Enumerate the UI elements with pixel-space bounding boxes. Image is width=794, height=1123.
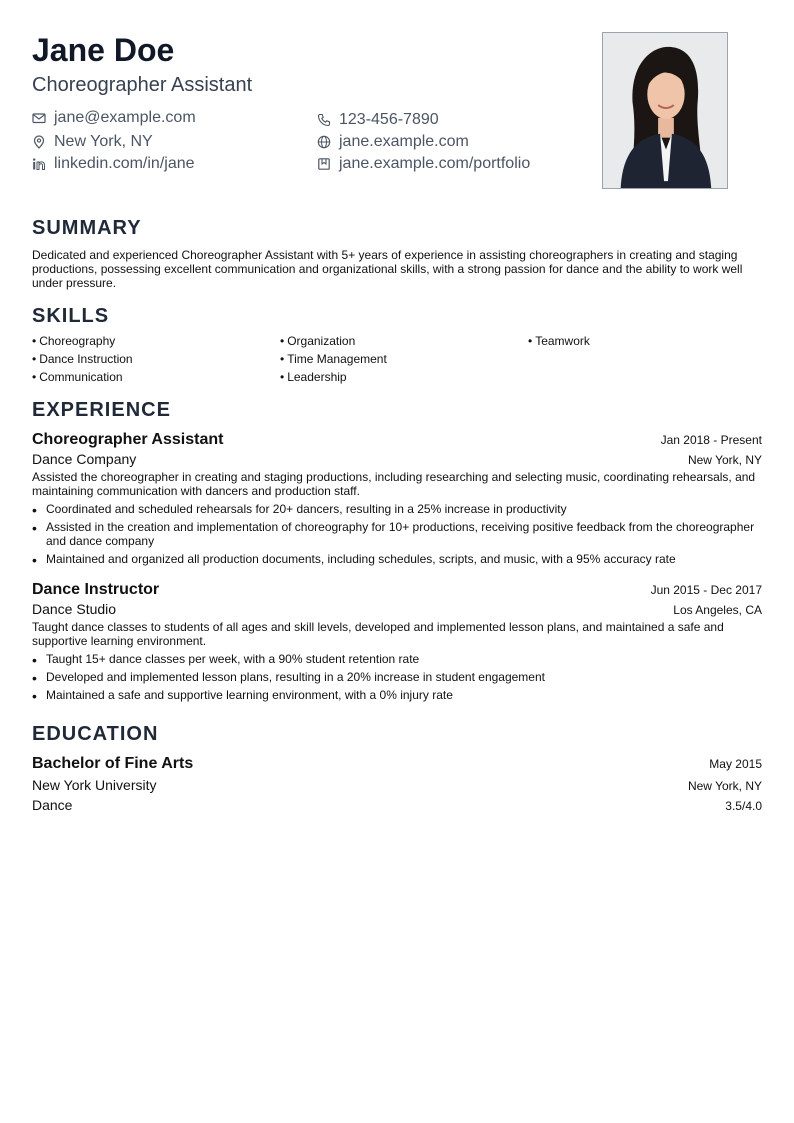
skills-heading: SKILLS	[32, 305, 110, 327]
portfolio-icon	[317, 157, 331, 171]
education-entry	[32, 754, 762, 814]
job-achievements	[32, 652, 762, 702]
job-role: Dance Instructor	[32, 581, 160, 598]
job-location: New York, NY	[687, 453, 762, 467]
job-company: Dance Company	[32, 451, 137, 467]
achievement-item: • Maintained and organized all production documents, including schedules, scripts, and music, with a 95% accuracy rate	[32, 552, 676, 568]
contact-website[interactable]	[317, 132, 469, 152]
summary-section	[32, 216, 762, 290]
contact-phone[interactable]	[317, 110, 439, 130]
linkedin-icon	[32, 157, 46, 171]
skill-item: • Teamwork	[528, 334, 590, 348]
website-text: jane.example.com	[339, 133, 469, 150]
globe-icon	[317, 135, 331, 149]
edu-degree: Bachelor of Fine Arts	[32, 755, 194, 772]
skills-section	[32, 304, 762, 384]
skill-item: • Choreography	[32, 334, 116, 348]
contact-email[interactable]	[32, 108, 196, 128]
map-pin-icon	[32, 135, 46, 149]
education-heading: EDUCATION	[32, 723, 159, 745]
location-text: New York, NY	[54, 133, 153, 150]
job-entry	[32, 580, 762, 702]
profile-photo	[602, 32, 728, 189]
contact-location	[32, 132, 153, 152]
candidate-title: Choreographer Assistant	[32, 74, 253, 96]
phone-text: 123-456-7890	[339, 111, 439, 128]
education-section	[32, 722, 762, 814]
phone-icon	[317, 113, 331, 127]
skill-item: • Time Management	[280, 352, 387, 366]
mail-icon	[32, 111, 46, 125]
job-dates: Jun 2015 - Dec 2017	[650, 583, 762, 597]
skills-list	[32, 334, 762, 384]
edu-field: Dance	[32, 797, 73, 813]
edu-location: New York, NY	[687, 779, 762, 793]
email-text: jane@example.com	[54, 109, 196, 126]
job-entry	[32, 430, 762, 566]
achievement-item: • Maintained a safe and supportive learning environment, with a 0% injury rate	[32, 688, 453, 704]
profile-photo-image	[603, 33, 727, 188]
candidate-name: Jane Doe	[32, 32, 175, 68]
skill-item: • Organization	[280, 334, 356, 348]
achievement-item: • Taught 15+ dance classes per week, with a 90% student retention rate	[32, 652, 420, 668]
linkedin-text: linkedin.com/in/jane	[54, 155, 195, 172]
job-description: Taught dance classes to students of all ages and skill levels, developed and implemented lesson plans, and maintained a safe and supportive learning environment.	[32, 620, 724, 648]
skill-item: • Dance Instruction	[32, 352, 133, 366]
job-dates: Jan 2018 - Present	[660, 433, 762, 447]
contact-portfolio[interactable]	[317, 154, 530, 174]
summary-heading: SUMMARY	[32, 217, 142, 239]
resume-header	[32, 30, 762, 196]
experience-heading: EXPERIENCE	[32, 399, 171, 421]
job-achievements	[32, 502, 762, 566]
achievement-item: • Developed and implemented lesson plans, resulting in a 20% increase in student engagement	[32, 670, 545, 686]
achievement-item: • Assisted in the creation and implementation of choreography for 10+ productions, receiving positive feedback from the choreographer and dance company	[32, 520, 755, 548]
summary-text: Dedicated and experienced Choreographer Assistant with 5+ years of experience in assisting choreographers in creating and staging productions, possessing excellent communication and organizational skills, with a strong passion for dance and the ability to work well under pressure.	[32, 248, 743, 290]
job-company: Dance Studio	[32, 601, 117, 617]
contact-linkedin[interactable]	[32, 154, 195, 174]
job-role: Choreographer Assistant	[32, 431, 224, 448]
edu-date: May 2015	[709, 757, 762, 771]
edu-school: New York University	[32, 777, 157, 793]
achievement-item: • Coordinated and scheduled rehearsals for 20+ dancers, resulting in a 25% increase in productivity	[32, 502, 567, 518]
experience-section	[32, 398, 762, 702]
skill-item: • Leadership	[280, 370, 347, 384]
job-description: Assisted the choreographer in creating and staging productions, including researching and selecting music, coordinating rehearsals, and maintaining communication with dancers and production staff.	[32, 470, 756, 498]
skill-item: • Communication	[32, 370, 123, 384]
edu-gpa: 3.5/4.0	[725, 799, 762, 813]
job-location: Los Angeles, CA	[673, 603, 762, 617]
portfolio-text: jane.example.com/portfolio	[339, 155, 531, 172]
